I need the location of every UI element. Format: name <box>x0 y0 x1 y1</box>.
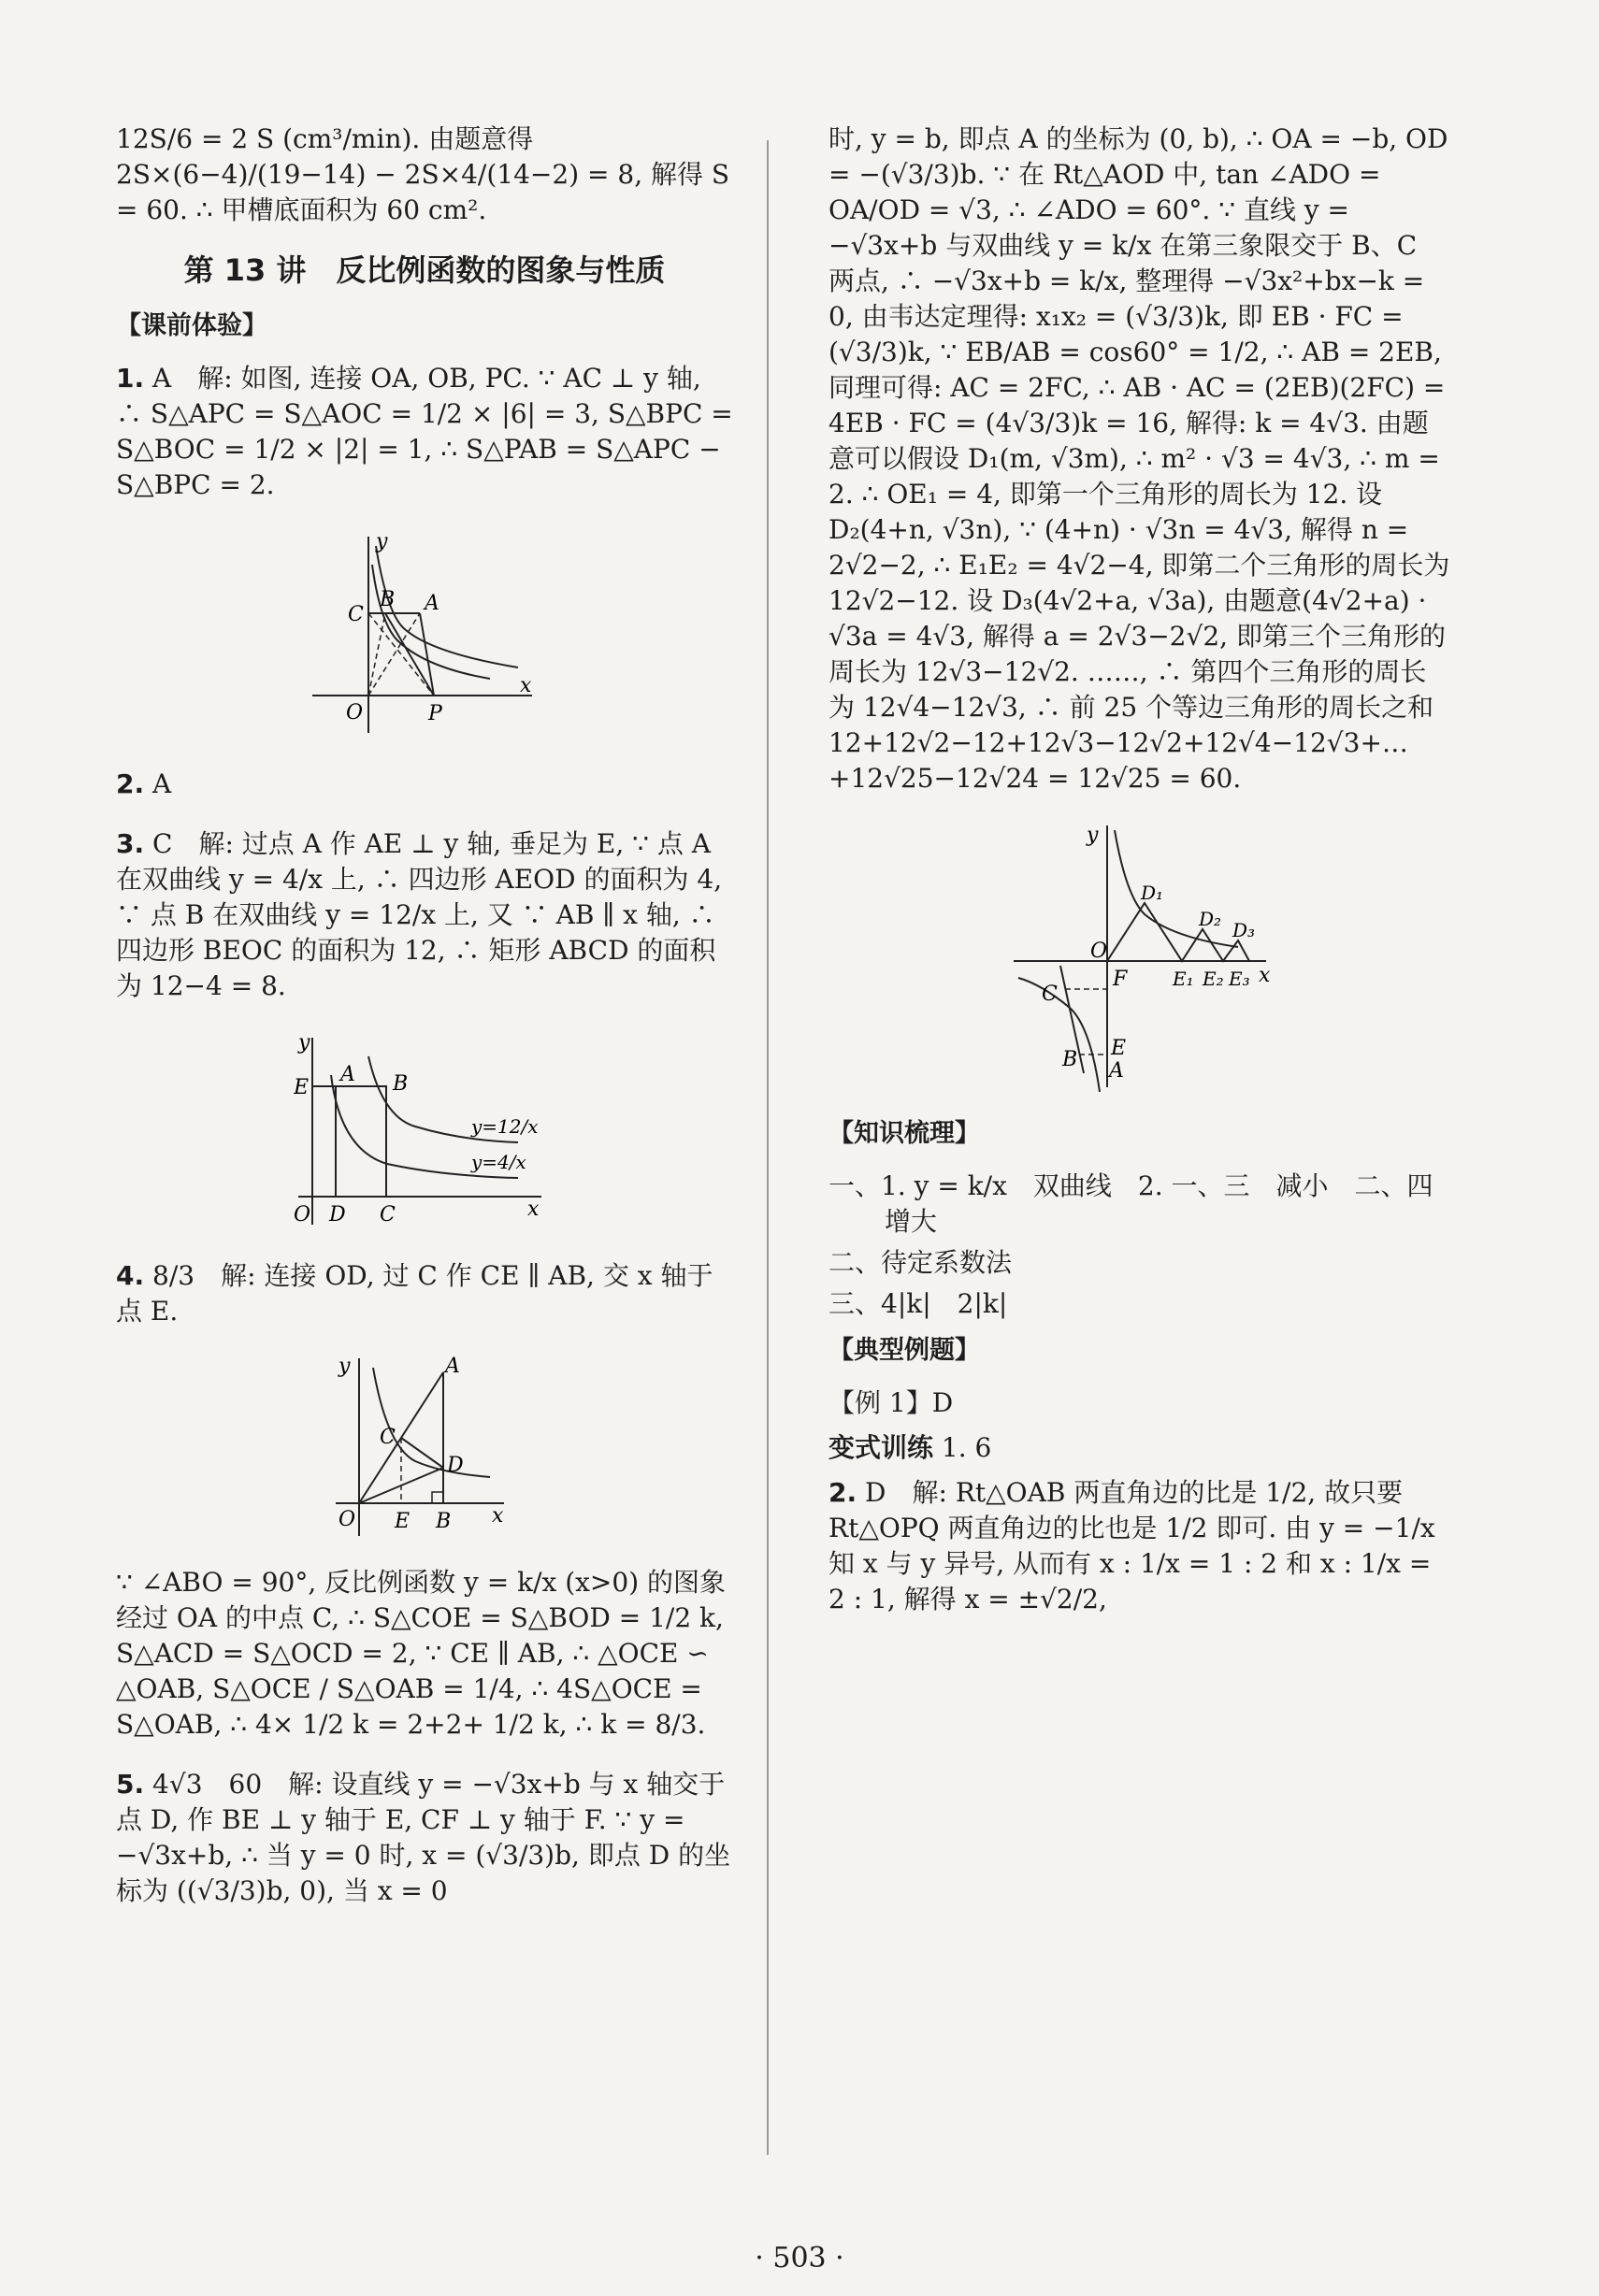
figure-2-label: E <box>294 1076 310 1099</box>
question-4-number: 4. <box>116 1260 145 1291</box>
question-2 <box>116 767 733 802</box>
question-4-intro-text: 8/3 解: 连接 OD, 过 C 作 CE ∥ AB, 交 x 轴于点 E. <box>116 1260 713 1327</box>
question-5-text: 4√3 60 解: 设直线 y = −√3x+b 与 x 轴交于点 D, 作 BE ⊥ y 轴于 E, CF ⊥ y 轴于 F. ∵ y = −√3x+b, ∴ 当 y = 0 时, x = (√3/3)b, 即点 D 的坐标为 ((√3/3)b, 0), 当 x = 0 <box>116 1769 731 1906</box>
figure-4-label: A <box>1108 1059 1124 1083</box>
right-paragraph-1: 时, y = b, 即点 A 的坐标为 (0, b), ∴ OA = −b, OD = −(√3/3)b. ∵ 在 Rt△AOD 中, tan ∠ADO = OA/OD = √3, ∴ ∠ADO = 60°. ∵ 直线 y = −√3x+b 与双曲线 y = k/x 在第三象限交于 B、C 两点, ∴ −√3x+b = k/x, 整理得 −√3x²+bx−k = 0, 由韦达定理得: x₁x₂ = (√3/3)k, 即 EB · FC = (√3/3)k, ∵ EB/AB = cos60° = 1/2, ∴ AB = 2EB, 同理可得: AC = 2FC, ∴ AB · AC = (2EB)(2FC) = 4EB · FC = (4√3/3)k = 16, 解得: k = 4√3. 由题意可以假设 D₁(m, √3m), ∴ m² · √3 = 4√3, ∴ m = 2. ∴ OE₁ = 4, 即第一个三角形的周长为 12. 设 D₂(4+n, √3n), ∵ (4+n) · √3n = 4√3, 解得 n = 2√2−2, ∴ E₁E₂ = 4√2−4, 即第二个三角形的周长为 12√2−12. 设 D₃(4√2+a, √3a), 由题意(4√2+a) · √3a = 4√3, 解得 a = 2√3−2√2, 即第三个三角形的周长为 12√3−12√2. ……, ∴ 第四个三角形的周长为 12√4−12√3, ∴ 前 25 个等边三角形的周长之和 12+12√2−12+12√3−12√2+12√4−12√3+…+12√25−12√24 = 12√25 = 60. <box>828 123 1450 794</box>
knowledge-item-1-text: 一、1. y = k/x 双曲线 2. 一、三 减小 二、四 <box>828 1170 1433 1201</box>
figure-1-label: C <box>348 603 364 626</box>
figure-4-label: E <box>1110 1037 1126 1060</box>
question-3 <box>116 826 733 1004</box>
question-4-solution: ∵ ∠ABO = 90°, 反比例函数 y = k/x (x>0) 的图象经过 OA 的中点 C, ∴ S△COE = S△BOD = 1/2 k, S△ACD = S△OCD = 2, ∵ CE ∥ AB, ∴ △OCE ∽ △OAB, S△OCE / S△OAB = 1/4, ∴ 4S△OCE = S△OAB, ∴ 4× 1/2 k = 2+2+ 1/2 k, ∴ k = 8/3. <box>116 1567 727 1740</box>
figure-4-label: O <box>1089 940 1107 963</box>
figure-2-label: x <box>527 1198 540 1221</box>
figure-3-curve <box>373 1368 490 1477</box>
knowledge-item-1 <box>828 1169 1450 1240</box>
figure-3-label: E <box>395 1510 411 1533</box>
knowledge-item-2: 二、待定系数法 <box>828 1247 1013 1278</box>
example-1: 【例 1】D <box>828 1387 954 1418</box>
variant-item-2 <box>828 1475 1450 1617</box>
figure-2-label: y=12/x <box>471 1115 539 1138</box>
question-4-intro <box>116 1258 733 1329</box>
figure-1-label: B <box>380 588 396 611</box>
variant-item-2-text: D 解: Rt△OAB 两直角边的比是 1/2, 故只要 Rt△OPQ 两直角边的比也是 1/2 即可. 由 y = −1/x 知 x 与 y 异号, 从而有 x : 1/x = 1 : 2 和 x : 1/x = 2 : 1, 解得 x = ±√2/2, <box>828 1477 1435 1614</box>
figure-2-label: O <box>294 1203 311 1227</box>
figure-4-curve-q3 <box>1018 978 1100 1092</box>
figure-3-right-angle <box>432 1492 443 1503</box>
figure-4-label: D₂ <box>1198 908 1221 930</box>
figure-4-label: F <box>1112 968 1127 991</box>
section-header-examples: 【典型例题】 <box>828 1336 980 1365</box>
page-number: · 503 · <box>755 2242 844 2274</box>
figure-3-label: y <box>339 1355 351 1378</box>
figure-3-label: O <box>339 1508 356 1531</box>
question-1 <box>116 361 733 503</box>
left-column <box>116 122 733 1933</box>
figure-4-label: D₁ <box>1140 882 1163 904</box>
question-2-text: A <box>152 768 172 799</box>
figure-1-label: O <box>346 701 364 725</box>
figure-4-label: D₃ <box>1232 919 1255 941</box>
variant-training-label: 变式训练 <box>828 1432 934 1463</box>
figure-4-label: E₁ <box>1172 968 1194 990</box>
figure-3-label: D <box>447 1454 464 1477</box>
figure-1-label: y <box>376 530 388 553</box>
figure-3-label: x <box>492 1504 504 1528</box>
question-5-number: 5. <box>116 1769 145 1800</box>
figure-2-label: y <box>298 1031 310 1055</box>
figure-2-label: B <box>393 1072 409 1096</box>
figure-2-label: D <box>329 1203 346 1227</box>
figure-4-label: E₃ <box>1228 968 1250 990</box>
figure-4-label: x <box>1258 964 1270 987</box>
figure-3-label: B <box>436 1510 452 1533</box>
column-divider <box>767 140 769 2155</box>
question-5 <box>116 1767 733 1909</box>
figure-2 <box>294 1028 555 1234</box>
figure-1-label: A <box>425 592 439 615</box>
figure-3-label: A <box>445 1355 460 1378</box>
figure-1 <box>303 527 546 742</box>
figure-1-label: x <box>520 674 532 697</box>
figure-2-rectangle <box>336 1086 386 1197</box>
figure-3 <box>331 1354 518 1541</box>
right-column <box>828 122 1450 1642</box>
variant-item-2-number: 2. <box>828 1477 857 1508</box>
figure-2-label: C <box>380 1203 396 1227</box>
variant-item-1: 1. 6 <box>941 1432 992 1463</box>
section-header-knowledge: 【知识梳理】 <box>828 1119 980 1148</box>
lecture-title: 第 13 讲 反比例函数的图象与性质 <box>183 252 666 288</box>
question-1-number: 1. <box>116 363 145 394</box>
left-paragraph-1: 12S/6 = 2 S (cm³/min). 由题意得 2S×(6−4)/(19−14) − 2S×4/(14−2) = 8, 解得 S = 60. ∴ 甲槽底面积为 60 cm². <box>116 123 730 225</box>
figure-2-label: y=4/x <box>471 1151 526 1173</box>
variant-training <box>828 1430 1450 1466</box>
figure-3-label: C <box>380 1426 396 1449</box>
figure-4 <box>1004 821 1275 1092</box>
question-1-text: A 解: 如图, 连接 OA, OB, PC. ∵ AC ⊥ y 轴, ∴ S△APC = S△AOC = 1/2 × |6| = 3, S△BPC = S△BOC = 1/2 × |2| = 1, ∴ S△PAB = S△APC − S△BPC = 2. <box>116 363 733 500</box>
knowledge-item-1-continued: 增大 <box>885 1206 938 1237</box>
figure-1-curve-outer <box>376 546 518 667</box>
figure-2-label: A <box>340 1063 355 1086</box>
knowledge-item-3: 三、4|k| 2|k| <box>828 1288 1008 1319</box>
figure-4-label: E₂ <box>1202 968 1224 990</box>
figure-4-label: y <box>1086 824 1098 847</box>
figure-1-label: P <box>428 702 442 725</box>
question-3-text: C 解: 过点 A 作 AE ⊥ y 轴, 垂足为 E, ∵ 点 A 在双曲线 y = 4/x 上, ∴ 四边形 AEOD 的面积为 4, ∵ 点 B 在双曲线 y = 12/x 上, 又 ∵ AB ∥ x 轴, ∴ 四边形 BEOC 的面积为 12, ∴ 矩形 ABCD 的面积为 12−4 = 8. <box>116 828 723 1001</box>
figure-4-label: C <box>1041 983 1058 1006</box>
section-header-preview: 【课前体验】 <box>116 311 267 340</box>
question-2-number: 2. <box>116 768 145 799</box>
figure-4-label: B <box>1061 1048 1077 1071</box>
question-3-number: 3. <box>116 828 145 859</box>
